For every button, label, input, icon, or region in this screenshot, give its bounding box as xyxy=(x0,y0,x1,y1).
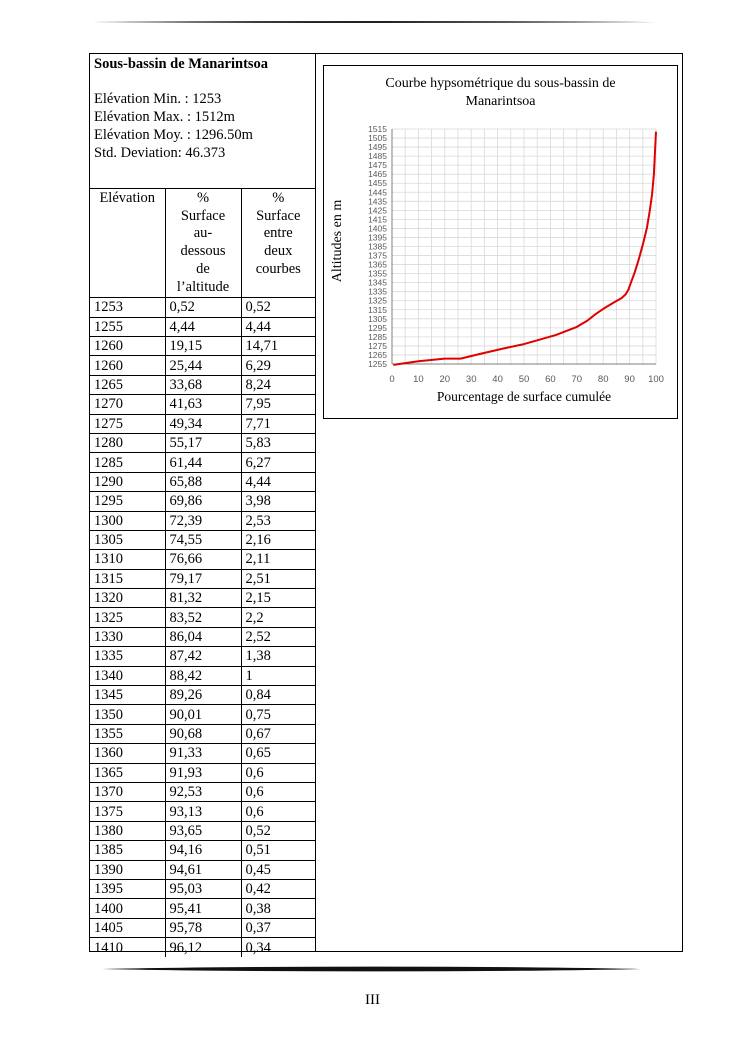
elevation-cell: 1325 xyxy=(90,608,165,627)
surface-between-cell: 14,71 xyxy=(241,337,315,356)
elevation-cell: 1385 xyxy=(90,841,165,860)
surface-below-cell: 89,26 xyxy=(165,686,241,705)
surface-below-cell: 92,53 xyxy=(165,782,241,801)
surface-below-cell: 55,17 xyxy=(165,433,241,452)
surface-between-cell: 0,6 xyxy=(241,782,315,801)
x-tick-label: 70 xyxy=(571,374,583,385)
surface-below-cell: 95,41 xyxy=(165,899,241,918)
y-tick-label: 1445 xyxy=(368,187,387,198)
table-row xyxy=(90,337,315,356)
elevation-cell: 1260 xyxy=(90,337,165,356)
surface-between-cell: 7,71 xyxy=(241,414,315,433)
y-tick-label: 1395 xyxy=(368,232,387,243)
surface-between-cell: 0,67 xyxy=(241,724,315,743)
y-tick-label: 1355 xyxy=(368,268,387,279)
table-row xyxy=(90,860,315,879)
surface-below-cell: 0,52 xyxy=(165,298,241,317)
elevation-cell: 1410 xyxy=(90,938,165,957)
surface-below-cell: 33,68 xyxy=(165,375,241,394)
surface-between-cell: 0,6 xyxy=(241,802,315,821)
surface-between-cell: 2,16 xyxy=(241,530,315,549)
surface-below-cell: 76,66 xyxy=(165,550,241,569)
header-elevation xyxy=(90,189,165,298)
x-tick-label: 80 xyxy=(597,374,609,385)
surface-below-cell: 81,32 xyxy=(165,589,241,608)
x-tick-label: 50 xyxy=(518,374,530,385)
y-tick-label: 1305 xyxy=(368,313,387,324)
surface-between-cell: 2,11 xyxy=(241,550,315,569)
elevation-cell: 1255 xyxy=(90,317,165,336)
header-surface-between xyxy=(241,189,315,298)
y-tick-label: 1505 xyxy=(368,133,387,144)
y-tick-label: 1285 xyxy=(368,331,387,342)
surface-below-cell: 86,04 xyxy=(165,627,241,646)
surface-below-cell: 4,44 xyxy=(165,317,241,336)
surface-between-cell: 8,24 xyxy=(241,375,315,394)
surface-below-cell: 91,93 xyxy=(165,763,241,782)
table-row xyxy=(90,453,315,472)
subbasin-info xyxy=(90,54,315,189)
x-tick-label: 10 xyxy=(413,374,424,385)
elevation-cell: 1285 xyxy=(90,453,165,472)
surface-below-cell: 93,13 xyxy=(165,802,241,821)
surface-between-cell: 3,98 xyxy=(241,492,315,511)
surface-between-cell: 6,27 xyxy=(241,453,315,472)
elevation-cell: 1360 xyxy=(90,744,165,763)
y-axis-label-text: Altitudes en m xyxy=(330,199,345,283)
surface-below-cell: 41,63 xyxy=(165,395,241,414)
table-row xyxy=(90,608,315,627)
elevation-cell: 1370 xyxy=(90,782,165,801)
surface-below-cell: 95,78 xyxy=(165,918,241,937)
elevation-cell: 1295 xyxy=(90,492,165,511)
surface-between-cell: 0,45 xyxy=(241,860,315,879)
header-line: courbes xyxy=(255,260,301,277)
y-tick-label: 1425 xyxy=(368,205,387,216)
x-tick-label: 100 xyxy=(648,374,664,385)
chart-title-line: Courbe hypsométrique du sous-bassin de xyxy=(385,76,616,91)
elevation-cell: 1365 xyxy=(90,763,165,782)
header-line: % xyxy=(272,190,285,206)
surface-below-cell: 25,44 xyxy=(165,356,241,375)
surface-between-cell: 0,75 xyxy=(241,705,315,724)
elevation-cell: 1305 xyxy=(90,530,165,549)
surface-below-cell: 96,12 xyxy=(165,938,241,957)
y-tick-label: 1375 xyxy=(368,250,387,261)
surface-below-cell: 19,15 xyxy=(165,337,241,356)
elevation-cell: 1380 xyxy=(90,821,165,840)
x-tick-label: 40 xyxy=(492,374,503,385)
elevation-cell: 1390 xyxy=(90,860,165,879)
table-row xyxy=(90,938,315,957)
surface-between-cell: 0,65 xyxy=(241,744,315,763)
header-line: au- xyxy=(193,225,213,242)
table-row xyxy=(90,705,315,724)
x-tick-label: 60 xyxy=(545,374,556,385)
elevation-cell: 1253 xyxy=(90,298,165,317)
header-line: de xyxy=(196,260,210,277)
elevation-cell: 1395 xyxy=(90,879,165,898)
table-row xyxy=(90,802,315,821)
elevation-cell: 1400 xyxy=(90,899,165,918)
surface-between-cell: 0,52 xyxy=(241,821,315,840)
surface-below-cell: 61,44 xyxy=(165,453,241,472)
elevation-max: Elévation Max. : 1512m xyxy=(94,109,235,125)
elevation-min: Elévation Min. : 1253 xyxy=(94,91,222,107)
table-row xyxy=(90,550,315,569)
surface-below-cell: 93,65 xyxy=(165,821,241,840)
surface-below-cell: 83,52 xyxy=(165,608,241,627)
surface-between-cell: 1,38 xyxy=(241,647,315,666)
surface-between-cell: 2,52 xyxy=(241,627,315,646)
elevation-cell: 1265 xyxy=(90,375,165,394)
surface-between-cell: 0,34 xyxy=(245,939,271,956)
chart-plot xyxy=(324,66,677,418)
surface-below-cell: 91,33 xyxy=(165,744,241,763)
surface-below-cell: 90,01 xyxy=(165,705,241,724)
table-row xyxy=(90,899,315,918)
surface-between-cell: 5,83 xyxy=(241,433,315,452)
table-row xyxy=(90,511,315,530)
header-line: % xyxy=(196,190,210,206)
table-row xyxy=(90,841,315,860)
surface-below-cell: 79,17 xyxy=(165,569,241,588)
y-tick-label: 1295 xyxy=(368,322,387,333)
table-row xyxy=(90,686,315,705)
surface-between-cell: 1 xyxy=(241,666,315,685)
hypsometric-chart xyxy=(323,65,678,419)
surface-below-cell: 74,55 xyxy=(165,530,241,549)
y-tick-label: 1385 xyxy=(368,241,387,252)
y-tick-label: 1405 xyxy=(368,223,387,234)
surface-between-cell: 2,15 xyxy=(241,589,315,608)
data-column xyxy=(90,54,316,956)
y-tick-label: 1325 xyxy=(368,295,387,306)
elevation-cell: 1270 xyxy=(90,395,165,414)
table-row xyxy=(90,433,315,452)
header-surface-below xyxy=(165,189,241,298)
header-line: l’altitude xyxy=(176,278,230,295)
table-row xyxy=(90,647,315,666)
table-row xyxy=(90,317,315,336)
chart-title-line: Manarintsoa xyxy=(465,94,536,109)
y-tick-label: 1315 xyxy=(368,304,387,315)
y-tick-label: 1435 xyxy=(368,196,387,207)
table-row xyxy=(90,918,315,937)
y-tick-label: 1255 xyxy=(368,359,387,369)
table-row xyxy=(90,569,315,588)
table-header-row xyxy=(90,189,315,298)
surface-below-cell: 72,39 xyxy=(165,511,241,530)
surface-below-cell: 65,88 xyxy=(165,472,241,491)
y-tick-label: 1515 xyxy=(368,124,387,134)
surface-between-cell: 4,44 xyxy=(241,317,315,336)
y-tick-label: 1465 xyxy=(368,169,387,180)
surface-between-cell: 2,51 xyxy=(241,569,315,588)
surface-between-cell: 7,95 xyxy=(241,395,315,414)
elevation-cell: 1345 xyxy=(90,686,165,705)
header-line: deux xyxy=(264,243,293,260)
elevation-cell: 1330 xyxy=(90,627,165,646)
table-row xyxy=(90,627,315,646)
table-row xyxy=(90,414,315,433)
surface-between-cell: 2,53 xyxy=(241,511,315,530)
header-line: Surface xyxy=(256,207,301,224)
y-tick-label: 1365 xyxy=(368,259,387,270)
elevation-table-body xyxy=(90,298,315,957)
y-tick-label: 1475 xyxy=(368,160,387,171)
elevation-cell: 1375 xyxy=(90,802,165,821)
header-line: entre xyxy=(263,225,293,242)
surface-below-cell: 49,34 xyxy=(165,414,241,433)
subbasin-title: Sous-bassin de Manarintsoa xyxy=(94,56,269,72)
elevation-table xyxy=(90,189,315,957)
y-tick-label: 1335 xyxy=(368,286,387,297)
surface-below-cell: 90,68 xyxy=(165,724,241,743)
y-tick-label: 1275 xyxy=(368,340,387,351)
y-tick-label: 1415 xyxy=(368,214,387,225)
table-row xyxy=(90,298,315,317)
surface-between-cell: 0,38 xyxy=(241,899,315,918)
table-row xyxy=(90,724,315,743)
surface-below-cell: 94,16 xyxy=(165,841,241,860)
table-row xyxy=(90,744,315,763)
y-tick-label: 1485 xyxy=(368,151,387,162)
elevation-cell: 1350 xyxy=(90,705,165,724)
elevation-cell: 1260 xyxy=(90,356,165,375)
surface-between-cell: 0,37 xyxy=(241,918,315,937)
x-tick-label: 0 xyxy=(389,374,395,385)
elevation-cell: 1300 xyxy=(90,511,165,530)
y-tick-label: 1265 xyxy=(368,349,387,360)
y-tick-label: 1345 xyxy=(368,277,387,288)
x-tick-label: 20 xyxy=(439,374,451,385)
x-tick-label: 90 xyxy=(624,374,635,385)
surface-between-cell: 0,42 xyxy=(241,879,315,898)
table-row xyxy=(90,763,315,782)
table-row xyxy=(90,395,315,414)
surface-below-cell: 87,42 xyxy=(165,647,241,666)
table-row xyxy=(90,589,315,608)
elevation-cell: 1275 xyxy=(90,414,165,433)
y-tick-label: 1495 xyxy=(368,142,387,153)
elevation-cell: 1290 xyxy=(90,472,165,491)
bottom-rule xyxy=(102,965,642,973)
elevation-cell: 1405 xyxy=(90,918,165,937)
surface-between-cell: 0,52 xyxy=(241,298,315,317)
header-line: Elévation xyxy=(99,190,156,206)
surface-below-cell: 88,42 xyxy=(165,666,241,685)
elevation-cell: 1315 xyxy=(90,569,165,588)
table-row xyxy=(90,356,315,375)
std-deviation: Std. Deviation: 46.373 xyxy=(94,145,226,161)
surface-between-cell: 0,6 xyxy=(241,763,315,782)
table-row xyxy=(90,375,315,394)
header-line: dessous xyxy=(180,243,226,260)
surface-between-cell: 6,29 xyxy=(241,356,315,375)
surface-below-cell: 69,86 xyxy=(165,492,241,511)
elevation-cell: 1280 xyxy=(90,433,165,452)
y-tick-label: 1455 xyxy=(368,178,387,189)
header-line: Surface xyxy=(180,207,226,224)
elevation-cell: 1310 xyxy=(90,550,165,569)
table-row xyxy=(90,666,315,685)
content-frame xyxy=(89,53,683,956)
x-tick-label: 30 xyxy=(465,374,477,385)
surface-below-cell: 95,03 xyxy=(165,879,241,898)
top-rule xyxy=(92,20,656,24)
table-row xyxy=(90,472,315,491)
page-number: III xyxy=(365,992,380,1008)
elevation-cell: 1335 xyxy=(90,647,165,666)
x-axis-label: Pourcentage de surface cumulée xyxy=(436,389,612,404)
table-row xyxy=(90,492,315,511)
table-row xyxy=(90,879,315,898)
table-row xyxy=(90,530,315,549)
table-row xyxy=(90,782,315,801)
surface-between-cell: 2,2 xyxy=(241,608,315,627)
surface-below-cell: 94,61 xyxy=(165,860,241,879)
surface-between-cell: 0,51 xyxy=(241,841,315,860)
table-row xyxy=(90,821,315,840)
elevation-cell: 1340 xyxy=(90,666,165,685)
elevation-mean: Elévation Moy. : 1296.50m xyxy=(94,127,253,143)
surface-between-cell: 4,44 xyxy=(241,472,315,491)
elevation-cell: 1355 xyxy=(90,724,165,743)
surface-between-cell: 0,84 xyxy=(241,686,315,705)
elevation-cell: 1320 xyxy=(90,589,165,608)
